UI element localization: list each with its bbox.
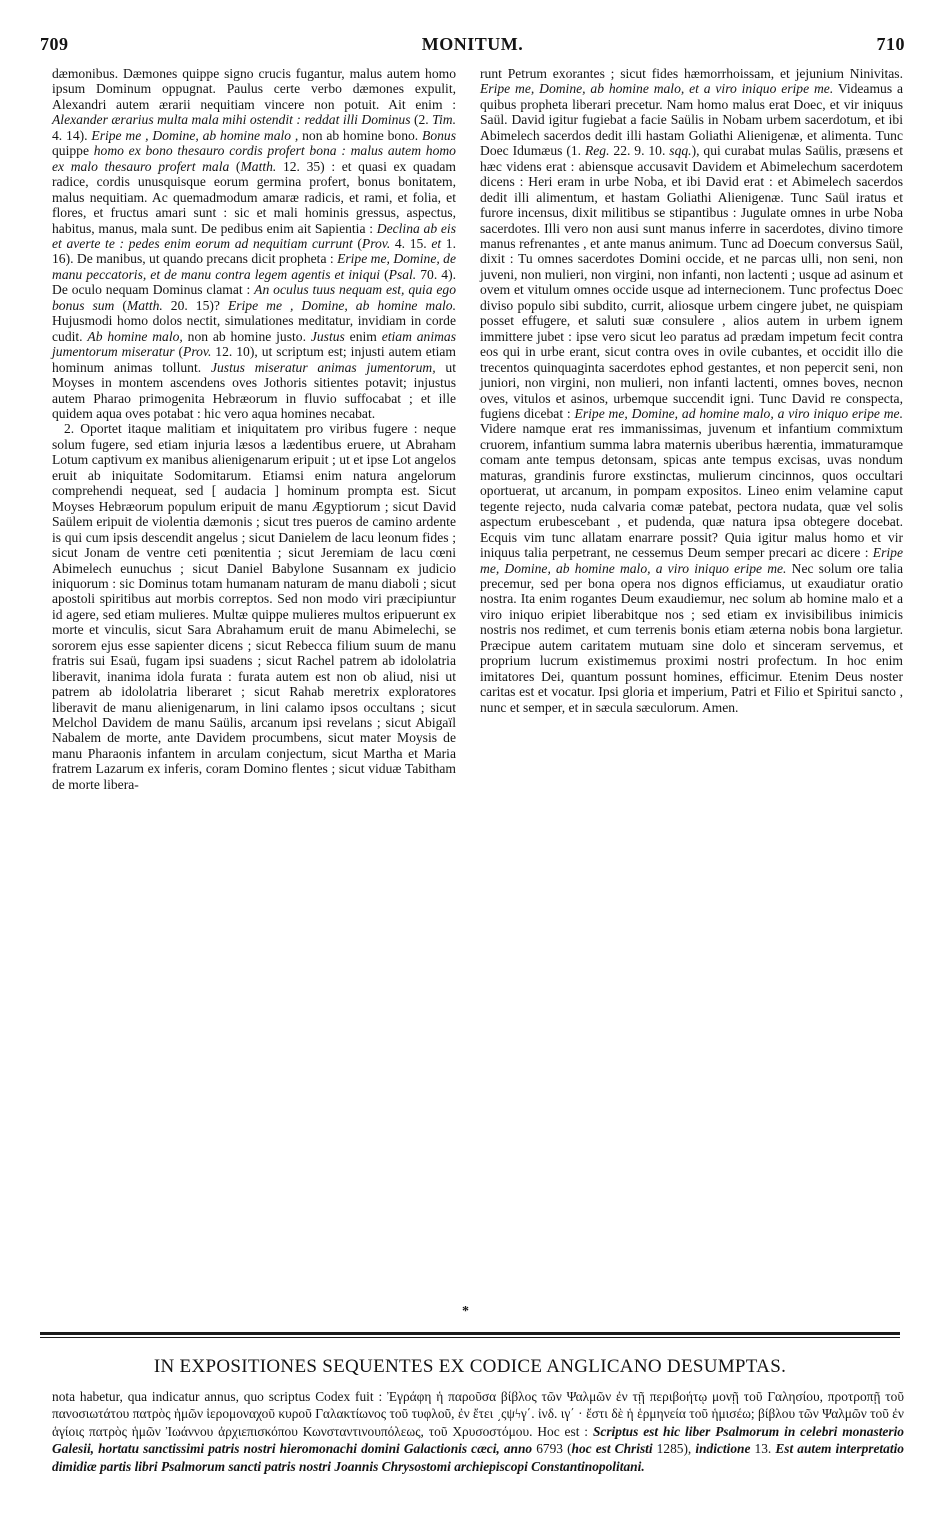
text-run: Alexander ærarius multa mala mihi ostendit : reddat illi Dominus — [52, 112, 411, 128]
text-run: 22. 9. 10. — [609, 143, 670, 159]
page-number-left: 709 — [40, 34, 69, 54]
text-run: ut Moyses in montem ascendens oves Jothoris sitientes potavit; injustus autem Pharao primogenita Hebræorum in fluvio suffocabat ; et ille quidem aqua oves potabat : hic vero aqua homines necabat. — [52, 359, 456, 421]
text-run: 6793 ( — [532, 1441, 572, 1457]
text-run: Bonus — [422, 127, 457, 143]
text-run: sqq. — [669, 143, 692, 159]
text-run: non ab homine bono. — [298, 127, 423, 143]
section-rule-thick — [40, 1332, 900, 1335]
text-run: Eripe me, Domine, ab homine malo, et a viro iniquo eripe me. — [480, 81, 834, 97]
footnote-text — [52, 1388, 904, 1475]
text-run: etiam animas jumentorum miseratur — [52, 328, 457, 360]
section-title: IN EXPOSITIONES SEQUENTES EX CODICE ANGLICANO DESUMPTAS. — [153, 1356, 787, 1377]
text-run: Psal. — [388, 266, 417, 282]
text-run: Matth. — [240, 158, 277, 174]
text-run: Est autem interpretatio dimidiæ partis libri Psalmorum sancti patris nostri Joannis Chrysostomi archiepiscopi Constantinopolitani. — [52, 1441, 904, 1474]
text-run: Declina ab eis et averte te : pedes enim eorum ad nequitiam currunt — [52, 220, 456, 251]
text-run: enim — [344, 328, 382, 344]
text-run: Videre namque erat res immanissimas, juvenum et infantium commixtum cruorem, infantium summa labra maternis uberibus hærentia, immaturamque comam ante tempus detonsam, spicas ante tempus excisas, uvas nondum maturas, grandinis furore exstinctas, mulierum cincinnos, quos occultari oportuerat, ut arcanum, in pompam expositos. Lineo enim velamine caput tegente rejecto, nuda calvaria comæ patebat, pectora nudata, quæ vel solis aspectum erubescebant , et pudenda, quæ natura ipsa obtegere docebat. Ecquis vim tunc allatam enarrare possit? Quia igitur malus homo et vir iniquus talia perpetrant, ne cessemus Deum semper precari ac dicere : — [480, 421, 903, 561]
text-run: hoc est Christi — [571, 1441, 653, 1457]
text-run: Reg. — [584, 143, 610, 159]
text-run: 13. — [750, 1441, 776, 1457]
text-run: ), qui curabat mulas Saülis, præsens et hæc videns erat : abiensque accusavit Davidem et Abimelechum sacerdotem dicens : Heri eram in urbe Noba, et ibi David erat : et Abimelech sacerdos dedit illi alimentum, et hastam Goliathi Alienigenæ. Tunc Saül iratus et furore incensus, dixit militibus se stipantibus : Jugulate omnes in urbe Noba sacerdotes. Illi vero non ausi sunt manus inferre in sacerdotes, divino timore manus refrenantes , et ante manus animum. Tunc ad Doecum conversus Saül, dixit : Tu omnes sacerdotes Domini occide, et ne parcas ulli, non seni, non juveni, non mulieri, non virgini, non infanti, non lactenti ; usque ad asinum et ovem et vitulum omnes occide usque ad internecionem. Tunc profectus Doec diviso populo sibi subdito, currit, aliosque urbem cingere jubet, ne quispiam posset effugere, et saluti suæ consulere , alios autem in urbem ignem immittere jubet : ipse vero sicut leo paratus ad prædam impetum fecit contra eos qui in urbe erant, sicut contra oves in ovile cubantes, et occidit illo die trecentos quinquaginta sacerdotes ephod gestantes, et non pepercit seni, non juniori, non virgini, non mulieri, non infanti lactenti, omnes boves, necnon oves, vitulos et asinos, urbemque succendit igni. Tunc David re conspecta, fugiens dicebat : — [480, 143, 903, 421]
right-column — [480, 66, 903, 715]
text-run: Eripe me , Domine, ab homine malo. — [227, 297, 457, 313]
text-run: runt Petrum exorantes ; sicut fides hæmorrhoissam, et jejunium Ninivitas. — [480, 66, 903, 81]
text-run: et — [431, 235, 442, 251]
text-run: 4. 14). — [52, 127, 92, 143]
text-run: ( — [174, 344, 184, 360]
running-title: MONITUM. — [421, 34, 524, 54]
text-run: ( — [380, 266, 389, 282]
left-paragraph-1 — [52, 66, 456, 421]
text-run: An oculus tuus nequam est, quia ego bonus sum — [52, 282, 456, 313]
text-run: Prov. — [183, 344, 212, 360]
text-run: ( — [229, 158, 241, 174]
text-run: Eripe me, Domine, de manu peccatoris, et de manu contra legem agentis et iniqui — [52, 251, 456, 282]
text-run: 1. 16). De manibus, ut quando precans dicit propheta : — [52, 235, 456, 267]
text-run: Justus — [310, 328, 345, 344]
text-run: Ab homine malo, — [87, 328, 183, 344]
text-run: Tim. — [432, 112, 456, 128]
text-run: Hujusmodi homo dolos nectit, simulationes meditatur, invidiam in corde cudit. — [52, 313, 456, 344]
text-run: Scriptus est hic liber Psalmorum in celebri monasterio Galesii, hortatu sanctissimi patris nostri hieromonachi domini Galactionis cæci, anno — [52, 1423, 904, 1457]
text-run: ( — [114, 297, 127, 313]
text-run: non ab homine justo. — [182, 328, 311, 344]
text-run: quippe — [52, 143, 94, 159]
text-run: dæmonibus. Dæmones quippe signo crucis fugantur, malus autem homo ipsum Dominum oppugnat. Paulus certe verbo dæmones expulit, Alexandri autem ærarii nequitiam vincere non potuit. Ait enim : — [52, 66, 456, 112]
text-run: homo ex bono thesauro cordis profert bona : malus autem homo ex malo thesauro profert mala — [52, 143, 456, 174]
text-run: 20. 15)? — [162, 297, 228, 313]
text-run: 12. 35) : et quasi ex quadam radice, cordis unusquisque eorum germina profert, bonus bonitatem, malus nequitiam. Ac quemadmodum amaræ radicis, et rami, et folia, et flores, et fructus amari sunt : sic et mali hominis gressus, aspectus, habitus, manus, mala sunt. De pedibus enim ait Sapientia : — [52, 158, 456, 236]
text-run: 1285), — [652, 1441, 696, 1457]
text-run: Videamus a quibus propheta liberari precetur. Nam homo malus erat Doec, et vir iniquus Saül. David igitur fugiebat a facie Saülis in Nobam urbem sacerdotum, et ibi Abimelech sacerdos dedit illi hastam Goliathi Alienigenæ, et alimenta. Tunc Doec Idumæus (1. — [480, 81, 904, 159]
text-run: 4. 15. — [390, 235, 432, 251]
text-run: (2. — [410, 112, 433, 128]
text-run: Prov. — [361, 235, 391, 251]
text-run: Eripe me, Domine, ab homine malo, a viro iniquo eripe me. — [480, 545, 903, 576]
section-rule-thin — [40, 1337, 900, 1338]
divider-asterisk: * — [462, 1304, 469, 1319]
text-run: Eripe me , Domine, ab homine malo , — [91, 127, 299, 143]
text-run: nota habetur, qua indicatur annus, quo scriptus Codex fuit : Ἐγράφη ἡ παροῦσα βίβλος τῶν Ψαλμῶν ἐν τῇ περιβοήτῳ μονῇ τοῦ Γαλησίου, προτροπῇ τοῦ πανοσιωτάτου πατρὸς ἡμῶν ἱερομοναχοῦ κυροῦ Γαλακτίωνος τοῦ τυφλοῦ, ἐν ἔτει ͵ςψϟγ΄. ἰνδ. ιγ΄ · ἔστι δὲ ἡ ἑρμηνεία τοῦ ἡμισέω; βίβλου τῶν Ψαλμῶν τοῦ ἐν ἁγίοις πατρὸς ἡμῶν Ἰωάννου ἀρχιεπισκόπου Κωνσταντινουπόλεως, τοῦ Χρυσοστόμου. Hoc est : — [52, 1389, 904, 1439]
text-run: Nec solum ore talia precemur, sed per bona opera nos dignos efficiamus, ut exaudiatur oratio nostra. Ita enim rogantes Deum exaudiemur, nec solum ab homine malo et a viro iniquo eripiet liberabitque nos ; sed etiam ex invisibilibus inimicis nostris nos redimet, et cum terrenis bonis etiam æterna nobis bona largietur. Præcipue autem caritatem mutuam sine dolo et sinceram servemus, et proprium lucrum existimemus proximi nostri profectum. In hoc enim imitatores Dei, quantum possunt homines, efficimur. Etenim Deus noster caritas est et vocatur. Ipsi gloria et imperium, Patri et Filio et Spiritui sancto , nunc et semper, et in sæcula sæculorum. Amen. — [480, 560, 903, 715]
left-column — [52, 66, 456, 792]
text-run: Eripe me, Domine, ad homine malo, a viro iniquo eripe me. — [574, 405, 903, 421]
text-run: 12. 10), ut scriptum est; injusti autem etiam hominum animas tollunt. — [52, 344, 456, 375]
page-header — [40, 34, 905, 60]
right-paragraph-1 — [480, 66, 903, 715]
text-run: Justus miseratur animas jumentorum, — [210, 359, 436, 375]
text-run: 70. 4). De oculo nequam Dominus clamat : — [52, 266, 456, 298]
left-paragraph-2: 2. Oportet itaque malitiam et iniquitatem pro viribus fugere : neque solum fugere, sed etiam injuria læsos a lædentibus eruere, ut Abraham Lotum captivum ex manibus alienigenarum eripuit ; ut et ipse Lot angelos eruit ab iniquitate Sodomitarum. Etiamsi enim natura angelorum comprehendi nequeat, sed [ audacia ] hominum prompta est. Sicut Moyses Hebræorum populum eripuit de manu Ægyptiorum ; sicut David Saülem eripuit de violentia dæmonis ; sicut tres pueros de camino ardente is qui cum ipsis descendit angelus ; sicut Danielem de lacu leonum fides ; sicut Jonam de ventre ceti pœnitentia ; sicut Jeremiam de lacu cœni Abimelech eunuchus ; sicut Daniel Babylone Susannam ex judicio iniquorum : sic Dominus totam humanam naturam de manu diaboli ; sicut apostoli spiritibus aut morbis correptos. Sed non modo viri præcipiuntur id agere, sed etiam mulieres. Multæ quippe mulieres multos eripuerunt ex morte et vinculis, sicut Sara Abrahamum eruit de manu Abimelechi, se sororem ejus esse sapienter dicens ; sicut Rebecca filium suum de manu fratris sui Esaü, fugam ipsi suadens ; sicut Rachel patrem ab idololatria liberavit, inanima idola furata : furata autem est non ob aliud, nisi ut patrem ab idololatria liberaret ; sicut Rahab meretrix exploratores liberavit de manu alienigenarum, in lini calamo ipsos occultans ; sicut Melchol Davidem de manu Saülis, arcanum ipsi revelans ; sicut Abigaïl Nabalem de morte, ante Davidem procumbens, sicut mater Moysis de manu Pharaonis infantem in arculam conjectum, sicut Martha et Maria fratrem Lazarum ex inferis, coram Domino flentes ; sicut viduæ Tabitham de morte libera- — [52, 421, 456, 792]
text-run: ( — [352, 235, 362, 251]
text-run: Matth. — [126, 297, 163, 313]
page-number-right: 710 — [876, 34, 905, 54]
text-run: indictione — [695, 1441, 751, 1457]
